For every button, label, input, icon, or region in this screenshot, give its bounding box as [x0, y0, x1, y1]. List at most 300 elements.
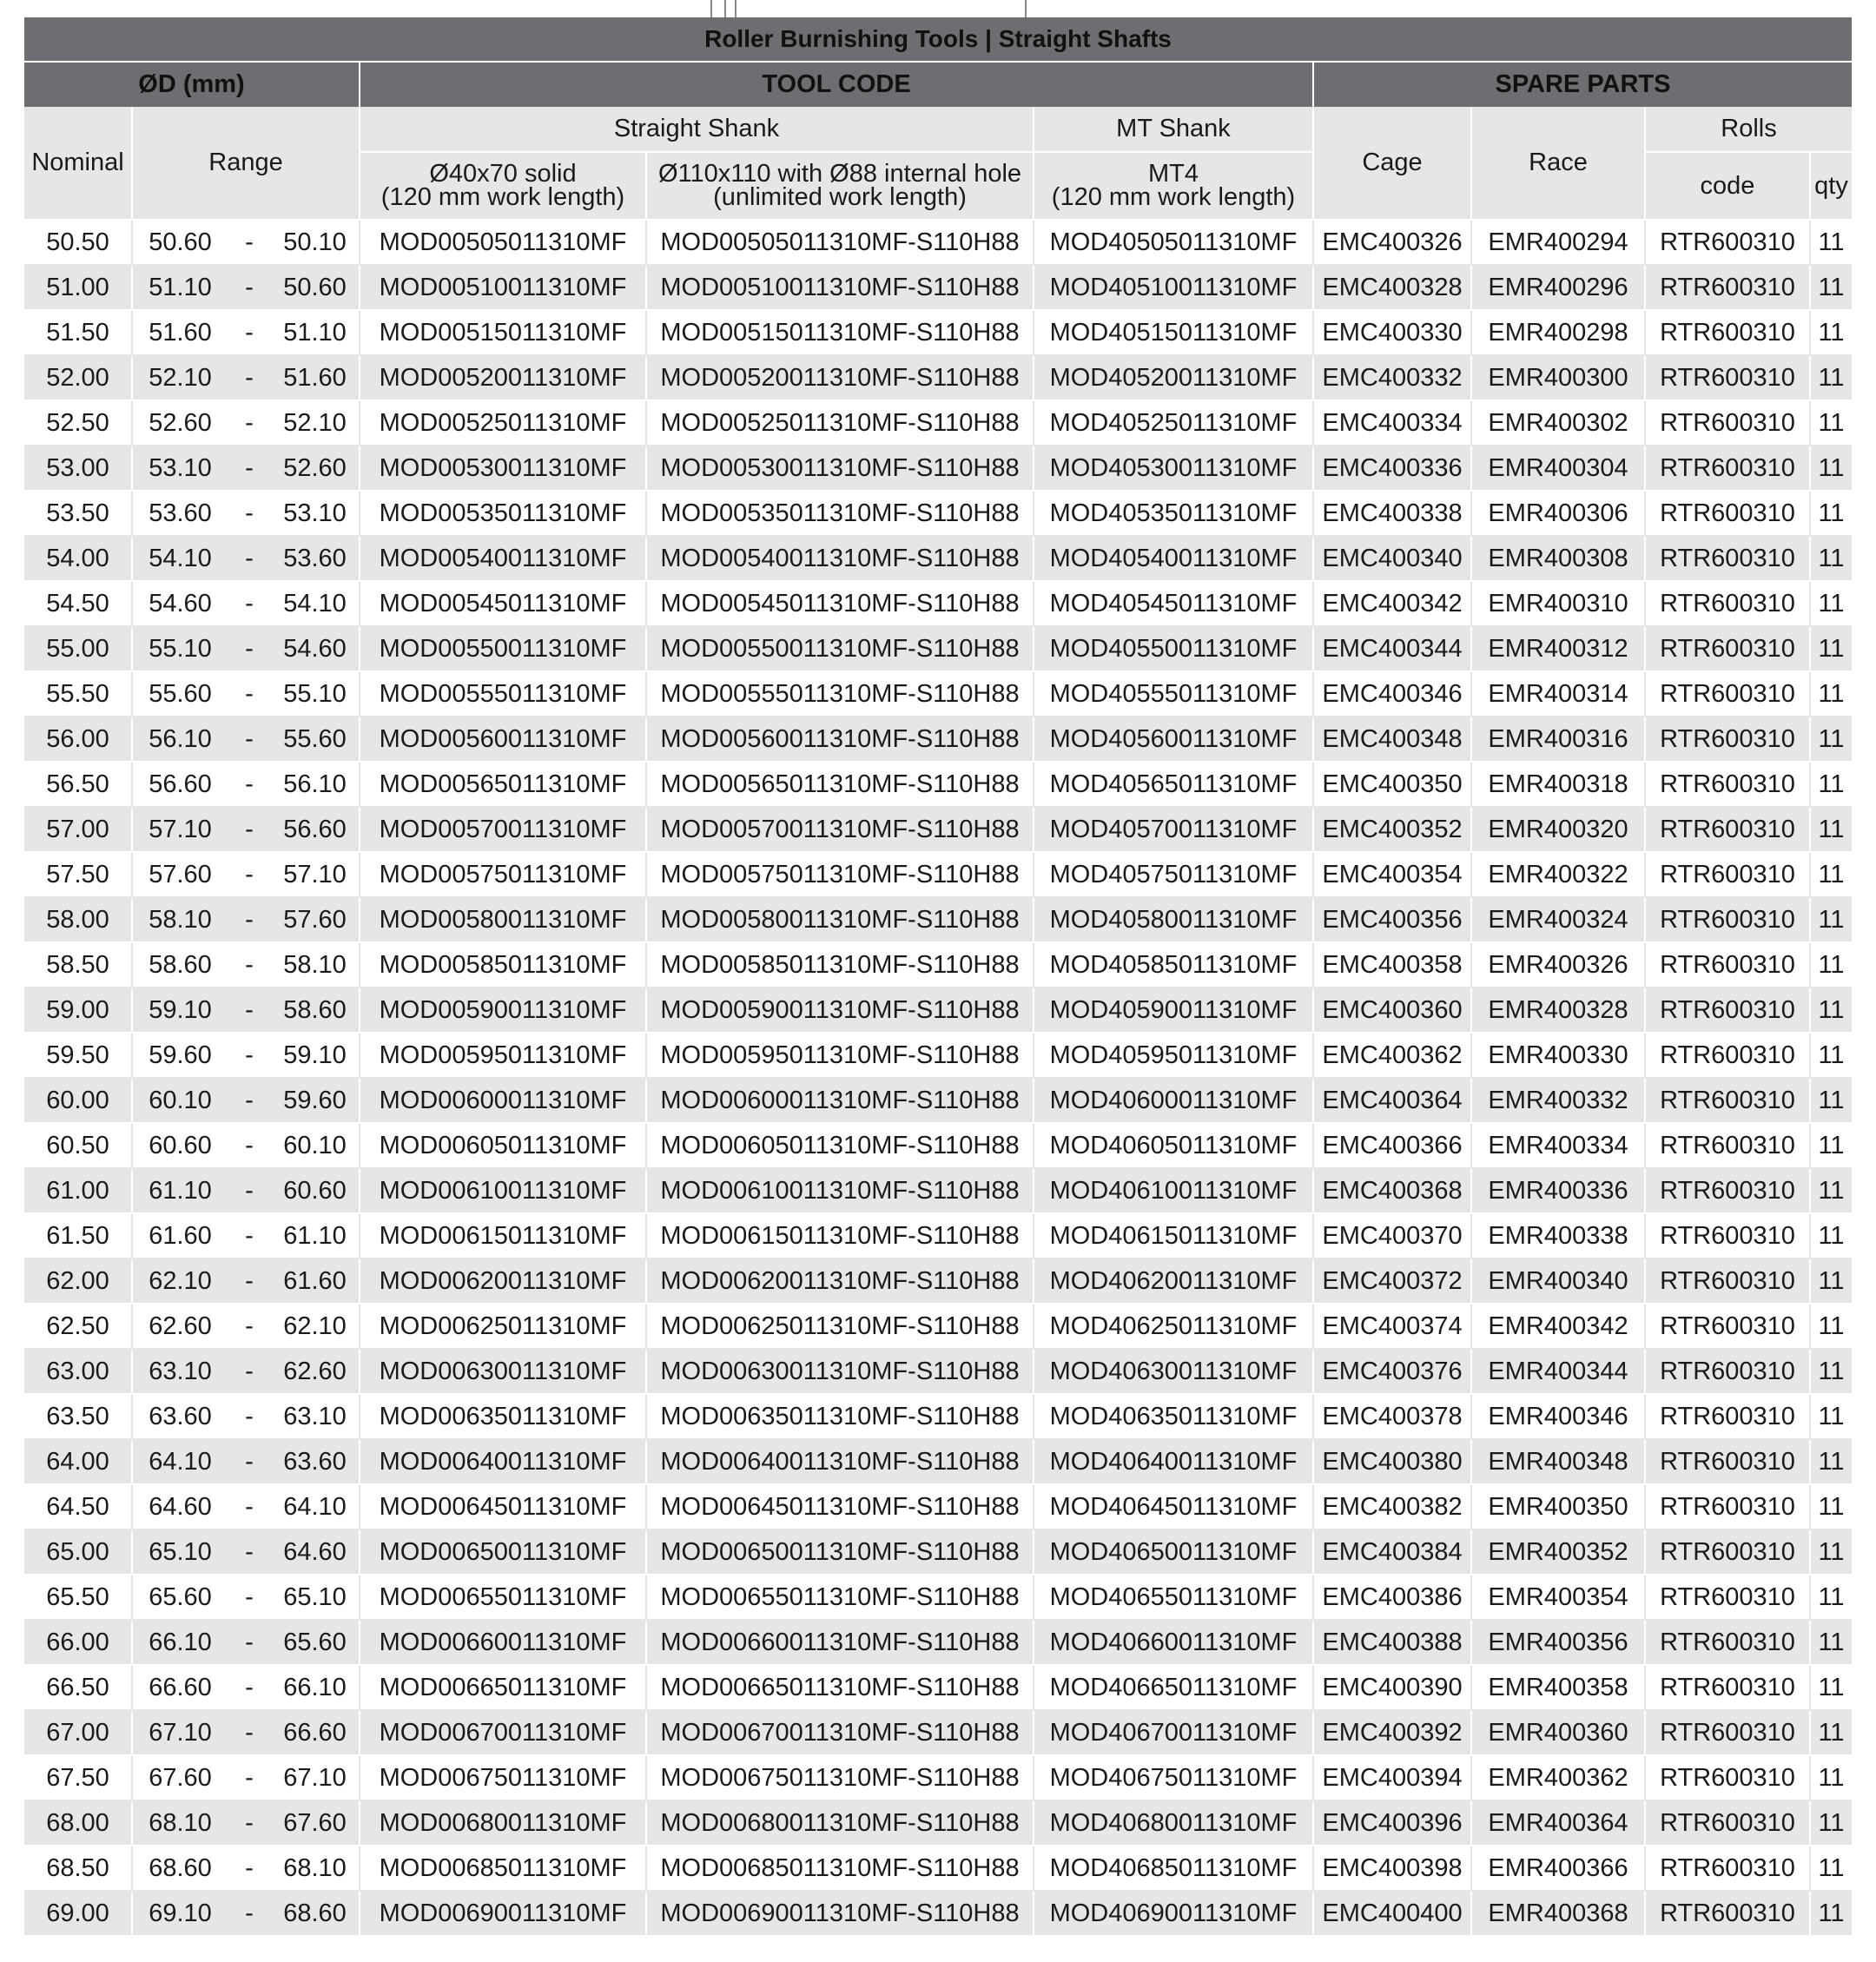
cell-mt-shank-code: MOD40505011310MF — [1034, 220, 1313, 265]
table-row — [24, 446, 1852, 491]
cell-hollow-shank-code: MOD00570011310MF-S110H88 — [646, 807, 1034, 852]
cell-roll-code: RTR600310 — [1645, 1033, 1810, 1078]
cell-roll-code: RTR600310 — [1645, 852, 1810, 897]
cell-race-code: EMR400326 — [1471, 942, 1645, 988]
cell-range-separator: - — [228, 1213, 271, 1258]
cell-roll-qty: 11 — [1810, 1394, 1852, 1439]
cell-range-min: 68.60 — [271, 1891, 360, 1936]
cell-roll-qty: 11 — [1810, 265, 1852, 310]
cell-range-separator: - — [228, 1349, 271, 1394]
hollow-shank-spec: Ø110x110 with Ø88 internal hole — [657, 160, 1022, 188]
cell-roll-qty: 11 — [1810, 1620, 1852, 1665]
cell-solid-shank-code: MOD00520011310MF — [360, 355, 646, 400]
cell-roll-qty: 11 — [1810, 355, 1852, 400]
cell-range-max: 60.60 — [132, 1123, 228, 1168]
cell-mt-shank-code: MOD40680011310MF — [1034, 1800, 1313, 1846]
cell-mt-shank-code: MOD40640011310MF — [1034, 1439, 1313, 1484]
cell-race-code: EMR400318 — [1471, 762, 1645, 807]
table-row — [24, 717, 1852, 762]
cell-hollow-shank-code: MOD00530011310MF-S110H88 — [646, 446, 1034, 491]
cell-solid-shank-code: MOD00545011310MF — [360, 581, 646, 626]
cell-solid-shank-code: MOD00595011310MF — [360, 1033, 646, 1078]
cell-range-separator: - — [228, 1168, 271, 1213]
cell-range-max: 53.60 — [132, 491, 228, 536]
col-header-mt-shank: MT Shank — [1034, 107, 1313, 152]
cell-roll-qty: 11 — [1810, 942, 1852, 988]
cell-nominal: 68.00 — [24, 1800, 132, 1846]
roller-burnishing-table — [24, 17, 1852, 1937]
cell-hollow-shank-code: MOD00615011310MF-S110H88 — [646, 1213, 1034, 1258]
cell-hollow-shank-code: MOD00635011310MF-S110H88 — [646, 1394, 1034, 1439]
cell-race-code: EMR400322 — [1471, 852, 1645, 897]
cell-hollow-shank-code: MOD00520011310MF-S110H88 — [646, 355, 1034, 400]
cell-solid-shank-code: MOD00505011310MF — [360, 220, 646, 265]
cell-range-min: 61.60 — [271, 1258, 360, 1304]
cell-solid-shank-code: MOD00665011310MF — [360, 1665, 646, 1710]
cell-hollow-shank-code: MOD00610011310MF-S110H88 — [646, 1168, 1034, 1213]
cell-range-separator: - — [228, 1304, 271, 1349]
cell-roll-qty: 11 — [1810, 1846, 1852, 1891]
cell-roll-code: RTR600310 — [1645, 807, 1810, 852]
cell-race-code: EMR400344 — [1471, 1349, 1645, 1394]
cell-range-separator: - — [228, 1529, 271, 1575]
cell-mt-shank-code: MOD40625011310MF — [1034, 1304, 1313, 1349]
cell-roll-code: RTR600310 — [1645, 942, 1810, 988]
col-header-rolls: Rolls — [1645, 107, 1852, 152]
cell-range-max: 50.60 — [132, 220, 228, 265]
cell-range-max: 65.10 — [132, 1529, 228, 1575]
cell-roll-code: RTR600310 — [1645, 1078, 1810, 1123]
cell-cage-code: EMC400340 — [1313, 536, 1471, 581]
solid-shank-spec: Ø40x70 solid — [429, 160, 577, 188]
cell-range-min: 55.10 — [271, 671, 360, 717]
cell-range-separator: - — [228, 1665, 271, 1710]
cell-roll-code: RTR600310 — [1645, 400, 1810, 446]
cell-cage-code: EMC400386 — [1313, 1575, 1471, 1620]
cell-nominal: 56.00 — [24, 717, 132, 762]
cell-roll-qty: 11 — [1810, 1349, 1852, 1394]
cell-cage-code: EMC400356 — [1313, 897, 1471, 942]
cell-nominal: 63.50 — [24, 1394, 132, 1439]
cell-roll-qty: 11 — [1810, 1484, 1852, 1529]
cell-range-separator: - — [228, 942, 271, 988]
cell-roll-qty: 11 — [1810, 1529, 1852, 1575]
cell-nominal: 61.50 — [24, 1213, 132, 1258]
cell-race-code: EMR400316 — [1471, 717, 1645, 762]
cell-solid-shank-code: MOD00535011310MF — [360, 491, 646, 536]
cell-roll-code: RTR600310 — [1645, 1620, 1810, 1665]
cell-hollow-shank-code: MOD00550011310MF-S110H88 — [646, 626, 1034, 671]
cell-range-separator: - — [228, 446, 271, 491]
cell-roll-code: RTR600310 — [1645, 1439, 1810, 1484]
cell-race-code: EMR400354 — [1471, 1575, 1645, 1620]
cell-roll-code: RTR600310 — [1645, 1394, 1810, 1439]
cell-solid-shank-code: MOD00680011310MF — [360, 1800, 646, 1846]
cell-mt-shank-code: MOD40555011310MF — [1034, 671, 1313, 717]
cell-hollow-shank-code: MOD00510011310MF-S110H88 — [646, 265, 1034, 310]
cell-mt-shank-code: MOD40635011310MF — [1034, 1394, 1313, 1439]
cell-race-code: EMR400350 — [1471, 1484, 1645, 1529]
cell-nominal: 51.00 — [24, 265, 132, 310]
cell-mt-shank-code: MOD40510011310MF — [1034, 265, 1313, 310]
cell-range-min: 65.60 — [271, 1620, 360, 1665]
table-row — [24, 491, 1852, 536]
cell-cage-code: EMC400354 — [1313, 852, 1471, 897]
cell-solid-shank-code: MOD00645011310MF — [360, 1484, 646, 1529]
cell-race-code: EMR400310 — [1471, 581, 1645, 626]
cell-solid-shank-code: MOD00635011310MF — [360, 1394, 646, 1439]
cell-hollow-shank-code: MOD00690011310MF-S110H88 — [646, 1891, 1034, 1936]
cell-solid-shank-code: MOD00575011310MF — [360, 852, 646, 897]
cell-solid-shank-code: MOD00540011310MF — [360, 536, 646, 581]
table-row — [24, 536, 1852, 581]
table-row — [24, 1846, 1852, 1891]
cell-range-separator: - — [228, 626, 271, 671]
col-header-cage: Cage — [1313, 107, 1471, 220]
cell-range-min: 50.10 — [271, 220, 360, 265]
table-body — [24, 220, 1852, 1936]
cell-roll-qty: 11 — [1810, 852, 1852, 897]
cell-race-code: EMR400356 — [1471, 1620, 1645, 1665]
cell-mt-shank-code: MOD40565011310MF — [1034, 762, 1313, 807]
cell-roll-code: RTR600310 — [1645, 1665, 1810, 1710]
cell-hollow-shank-code: MOD00675011310MF-S110H88 — [646, 1755, 1034, 1800]
cell-roll-code: RTR600310 — [1645, 1168, 1810, 1213]
cell-nominal: 60.50 — [24, 1123, 132, 1168]
table-row — [24, 1304, 1852, 1349]
cell-solid-shank-code: MOD00610011310MF — [360, 1168, 646, 1213]
cell-hollow-shank-code: MOD00560011310MF-S110H88 — [646, 717, 1034, 762]
cell-range-max: 68.60 — [132, 1846, 228, 1891]
cell-mt-shank-code: MOD40585011310MF — [1034, 942, 1313, 988]
cell-hollow-shank-code: MOD00640011310MF-S110H88 — [646, 1439, 1034, 1484]
cell-range-separator: - — [228, 491, 271, 536]
cell-range-max: 60.10 — [132, 1078, 228, 1123]
cell-range-separator: - — [228, 807, 271, 852]
table-row — [24, 1213, 1852, 1258]
cell-range-min: 52.10 — [271, 400, 360, 446]
table-row — [24, 1258, 1852, 1304]
cell-range-min: 59.10 — [271, 1033, 360, 1078]
cell-race-code: EMR400294 — [1471, 220, 1645, 265]
cell-range-min: 67.10 — [271, 1755, 360, 1800]
cell-cage-code: EMC400350 — [1313, 762, 1471, 807]
cell-hollow-shank-code: MOD00535011310MF-S110H88 — [646, 491, 1034, 536]
cell-roll-code: RTR600310 — [1645, 1304, 1810, 1349]
cell-roll-qty: 11 — [1810, 1439, 1852, 1484]
cell-range-min: 67.60 — [271, 1800, 360, 1846]
cell-range-min: 66.60 — [271, 1710, 360, 1755]
table-row — [24, 1529, 1852, 1575]
cell-roll-qty: 11 — [1810, 1575, 1852, 1620]
cell-solid-shank-code: MOD00605011310MF — [360, 1123, 646, 1168]
cell-solid-shank-code: MOD00670011310MF — [360, 1710, 646, 1755]
cell-hollow-shank-code: MOD00655011310MF-S110H88 — [646, 1575, 1034, 1620]
cell-hollow-shank-code: MOD00580011310MF-S110H88 — [646, 897, 1034, 942]
cell-mt-shank-code: MOD40570011310MF — [1034, 807, 1313, 852]
cell-hollow-shank-code: MOD00600011310MF-S110H88 — [646, 1078, 1034, 1123]
cell-range-separator: - — [228, 581, 271, 626]
cell-nominal: 50.50 — [24, 220, 132, 265]
cell-mt-shank-code: MOD40645011310MF — [1034, 1484, 1313, 1529]
table-row — [24, 762, 1852, 807]
cell-cage-code: EMC400332 — [1313, 355, 1471, 400]
cell-cage-code: EMC400400 — [1313, 1891, 1471, 1936]
cell-roll-code: RTR600310 — [1645, 1575, 1810, 1620]
cell-mt-shank-code: MOD40675011310MF — [1034, 1755, 1313, 1800]
cell-roll-code: RTR600310 — [1645, 1529, 1810, 1575]
cell-race-code: EMR400364 — [1471, 1800, 1645, 1846]
cell-hollow-shank-code: MOD00555011310MF-S110H88 — [646, 671, 1034, 717]
cell-roll-qty: 11 — [1810, 762, 1852, 807]
cell-range-max: 56.10 — [132, 717, 228, 762]
cell-mt-shank-code: MOD40545011310MF — [1034, 581, 1313, 626]
cell-range-max: 54.60 — [132, 581, 228, 626]
cell-range-min: 63.10 — [271, 1394, 360, 1439]
col-header-nominal: Nominal — [24, 107, 132, 220]
cell-nominal: 56.50 — [24, 762, 132, 807]
table-row — [24, 988, 1852, 1033]
cell-hollow-shank-code: MOD00665011310MF-S110H88 — [646, 1665, 1034, 1710]
cell-range-min: 68.10 — [271, 1846, 360, 1891]
cell-nominal: 53.00 — [24, 446, 132, 491]
cell-roll-code: RTR600310 — [1645, 1213, 1810, 1258]
cell-roll-qty: 11 — [1810, 717, 1852, 762]
cell-hollow-shank-code: MOD00605011310MF-S110H88 — [646, 1123, 1034, 1168]
cell-cage-code: EMC400392 — [1313, 1710, 1471, 1755]
cell-cage-code: EMC400352 — [1313, 807, 1471, 852]
cell-range-min: 51.10 — [271, 310, 360, 355]
cell-range-max: 57.60 — [132, 852, 228, 897]
cell-nominal: 63.00 — [24, 1349, 132, 1394]
cell-mt-shank-code: MOD40595011310MF — [1034, 1033, 1313, 1078]
cell-roll-qty: 11 — [1810, 1078, 1852, 1123]
cell-roll-code: RTR600310 — [1645, 1891, 1810, 1936]
cell-range-max: 68.10 — [132, 1800, 228, 1846]
col-header-race: Race — [1471, 107, 1645, 220]
cell-solid-shank-code: MOD00660011310MF — [360, 1620, 646, 1665]
table-row — [24, 1168, 1852, 1213]
col-header-roll-qty: qty — [1810, 152, 1852, 220]
cell-race-code: EMR400302 — [1471, 400, 1645, 446]
cell-roll-code: RTR600310 — [1645, 1123, 1810, 1168]
cell-roll-code: RTR600310 — [1645, 1258, 1810, 1304]
table-row — [24, 1439, 1852, 1484]
cell-nominal: 59.50 — [24, 1033, 132, 1078]
cell-cage-code: EMC400380 — [1313, 1439, 1471, 1484]
cell-range-max: 67.10 — [132, 1710, 228, 1755]
cell-range-max: 55.60 — [132, 671, 228, 717]
top-edge-marks — [0, 0, 1876, 17]
cell-nominal: 61.00 — [24, 1168, 132, 1213]
cell-solid-shank-code: MOD00555011310MF — [360, 671, 646, 717]
cell-nominal: 51.50 — [24, 310, 132, 355]
cell-roll-code: RTR600310 — [1645, 355, 1810, 400]
cell-cage-code: EMC400372 — [1313, 1258, 1471, 1304]
cell-range-separator: - — [228, 1575, 271, 1620]
cell-race-code: EMR400314 — [1471, 671, 1645, 717]
cell-nominal: 55.50 — [24, 671, 132, 717]
cell-roll-code: RTR600310 — [1645, 220, 1810, 265]
cell-cage-code: EMC400368 — [1313, 1168, 1471, 1213]
table-row — [24, 355, 1852, 400]
cell-roll-code: RTR600310 — [1645, 1484, 1810, 1529]
cell-nominal: 66.00 — [24, 1620, 132, 1665]
cell-range-min: 64.10 — [271, 1484, 360, 1529]
cell-cage-code: EMC400330 — [1313, 310, 1471, 355]
cell-roll-code: RTR600310 — [1645, 446, 1810, 491]
cell-solid-shank-code: MOD00615011310MF — [360, 1213, 646, 1258]
cell-mt-shank-code: MOD40620011310MF — [1034, 1258, 1313, 1304]
table-row — [24, 897, 1852, 942]
cell-range-min: 62.60 — [271, 1349, 360, 1394]
table-row — [24, 310, 1852, 355]
cell-cage-code: EMC400378 — [1313, 1394, 1471, 1439]
cell-nominal: 65.00 — [24, 1529, 132, 1575]
cell-cage-code: EMC400382 — [1313, 1484, 1471, 1529]
cell-race-code: EMR400342 — [1471, 1304, 1645, 1349]
cell-range-separator: - — [228, 1755, 271, 1800]
cell-roll-qty: 11 — [1810, 1168, 1852, 1213]
cell-race-code: EMR400330 — [1471, 1033, 1645, 1078]
cell-roll-qty: 11 — [1810, 1891, 1852, 1936]
table-row — [24, 1484, 1852, 1529]
cell-race-code: EMR400346 — [1471, 1394, 1645, 1439]
cell-race-code: EMR400308 — [1471, 536, 1645, 581]
cell-hollow-shank-code: MOD00505011310MF-S110H88 — [646, 220, 1034, 265]
cell-roll-qty: 11 — [1810, 1755, 1852, 1800]
table-row — [24, 581, 1852, 626]
cell-range-max: 59.10 — [132, 988, 228, 1033]
table-row — [24, 1755, 1852, 1800]
cell-mt-shank-code: MOD40650011310MF — [1034, 1529, 1313, 1575]
cell-mt-shank-code: MOD40615011310MF — [1034, 1213, 1313, 1258]
cell-mt-shank-code: MOD40580011310MF — [1034, 897, 1313, 942]
cell-range-min: 56.10 — [271, 762, 360, 807]
table-row — [24, 1349, 1852, 1394]
cell-nominal: 67.00 — [24, 1710, 132, 1755]
cell-range-max: 64.10 — [132, 1439, 228, 1484]
cell-solid-shank-code: MOD00530011310MF — [360, 446, 646, 491]
cell-mt-shank-code: MOD40655011310MF — [1034, 1575, 1313, 1620]
col-header-straight-shank: Straight Shank — [360, 107, 1034, 152]
cell-cage-code: EMC400348 — [1313, 717, 1471, 762]
cell-solid-shank-code: MOD00570011310MF — [360, 807, 646, 852]
cell-roll-code: RTR600310 — [1645, 626, 1810, 671]
cell-roll-code: RTR600310 — [1645, 581, 1810, 626]
cell-cage-code: EMC400336 — [1313, 446, 1471, 491]
cell-range-max: 52.10 — [132, 355, 228, 400]
cell-race-code: EMR400358 — [1471, 1665, 1645, 1710]
cell-race-code: EMR400336 — [1471, 1168, 1645, 1213]
cell-solid-shank-code: MOD00510011310MF — [360, 265, 646, 310]
cell-roll-qty: 11 — [1810, 446, 1852, 491]
cell-range-min: 57.10 — [271, 852, 360, 897]
cell-range-separator: - — [228, 1846, 271, 1891]
cell-nominal: 66.50 — [24, 1665, 132, 1710]
cell-solid-shank-code: MOD00585011310MF — [360, 942, 646, 988]
cell-race-code: EMR400332 — [1471, 1078, 1645, 1123]
cell-range-separator: - — [228, 1258, 271, 1304]
cell-roll-qty: 11 — [1810, 1033, 1852, 1078]
cell-range-max: 61.60 — [132, 1213, 228, 1258]
col-header-hollow-shank — [646, 152, 1034, 220]
cell-mt-shank-code: MOD40690011310MF — [1034, 1891, 1313, 1936]
cell-range-max: 59.60 — [132, 1033, 228, 1078]
table-row — [24, 671, 1852, 717]
cell-range-max: 51.10 — [132, 265, 228, 310]
cell-range-min: 66.10 — [271, 1665, 360, 1710]
cell-hollow-shank-code: MOD00645011310MF-S110H88 — [646, 1484, 1034, 1529]
cell-cage-code: EMC400370 — [1313, 1213, 1471, 1258]
cell-range-max: 62.10 — [132, 1258, 228, 1304]
cell-solid-shank-code: MOD00590011310MF — [360, 988, 646, 1033]
cell-roll-qty: 11 — [1810, 491, 1852, 536]
cell-cage-code: EMC400338 — [1313, 491, 1471, 536]
cell-range-separator: - — [228, 1800, 271, 1846]
cell-nominal: 67.50 — [24, 1755, 132, 1800]
cell-hollow-shank-code: MOD00590011310MF-S110H88 — [646, 988, 1034, 1033]
cell-hollow-shank-code: MOD00545011310MF-S110H88 — [646, 581, 1034, 626]
cell-mt-shank-code: MOD40605011310MF — [1034, 1123, 1313, 1168]
cell-cage-code: EMC400342 — [1313, 581, 1471, 626]
cell-mt-shank-code: MOD40590011310MF — [1034, 988, 1313, 1033]
cell-range-separator: - — [228, 671, 271, 717]
cell-nominal: 65.50 — [24, 1575, 132, 1620]
cell-range-separator: - — [228, 762, 271, 807]
table-row — [24, 1123, 1852, 1168]
cell-cage-code: EMC400360 — [1313, 988, 1471, 1033]
cell-range-max: 62.60 — [132, 1304, 228, 1349]
cell-solid-shank-code: MOD00600011310MF — [360, 1078, 646, 1123]
cell-range-max: 51.60 — [132, 310, 228, 355]
cell-nominal: 58.00 — [24, 897, 132, 942]
cell-race-code: EMR400340 — [1471, 1258, 1645, 1304]
cell-range-separator: - — [228, 1620, 271, 1665]
cell-race-code: EMR400362 — [1471, 1755, 1645, 1800]
cell-hollow-shank-code: MOD00680011310MF-S110H88 — [646, 1800, 1034, 1846]
table-row — [24, 1710, 1852, 1755]
cell-roll-qty: 11 — [1810, 581, 1852, 626]
cell-roll-qty: 11 — [1810, 1123, 1852, 1168]
cell-cage-code: EMC400376 — [1313, 1349, 1471, 1394]
cell-solid-shank-code: MOD00655011310MF — [360, 1575, 646, 1620]
cell-solid-shank-code: MOD00685011310MF — [360, 1846, 646, 1891]
cell-nominal: 68.50 — [24, 1846, 132, 1891]
cell-race-code: EMR400352 — [1471, 1529, 1645, 1575]
cell-hollow-shank-code: MOD00685011310MF-S110H88 — [646, 1846, 1034, 1891]
cell-range-max: 53.10 — [132, 446, 228, 491]
cell-range-max: 61.10 — [132, 1168, 228, 1213]
cell-mt-shank-code: MOD40670011310MF — [1034, 1710, 1313, 1755]
cell-cage-code: EMC400358 — [1313, 942, 1471, 988]
cell-range-min: 50.60 — [271, 265, 360, 310]
table-row — [24, 1575, 1852, 1620]
cell-range-separator: - — [228, 536, 271, 581]
cell-roll-qty: 11 — [1810, 310, 1852, 355]
cell-range-min: 59.60 — [271, 1078, 360, 1123]
cell-roll-qty: 11 — [1810, 807, 1852, 852]
cell-range-max: 55.10 — [132, 626, 228, 671]
cell-mt-shank-code: MOD40630011310MF — [1034, 1349, 1313, 1394]
solid-shank-length: (120 mm work length) — [380, 183, 625, 211]
cell-range-separator: - — [228, 1439, 271, 1484]
cell-roll-code: RTR600310 — [1645, 1800, 1810, 1846]
cell-hollow-shank-code: MOD00565011310MF-S110H88 — [646, 762, 1034, 807]
cell-race-code: EMR400306 — [1471, 491, 1645, 536]
cell-hollow-shank-code: MOD00620011310MF-S110H88 — [646, 1258, 1034, 1304]
cell-race-code: EMR400334 — [1471, 1123, 1645, 1168]
